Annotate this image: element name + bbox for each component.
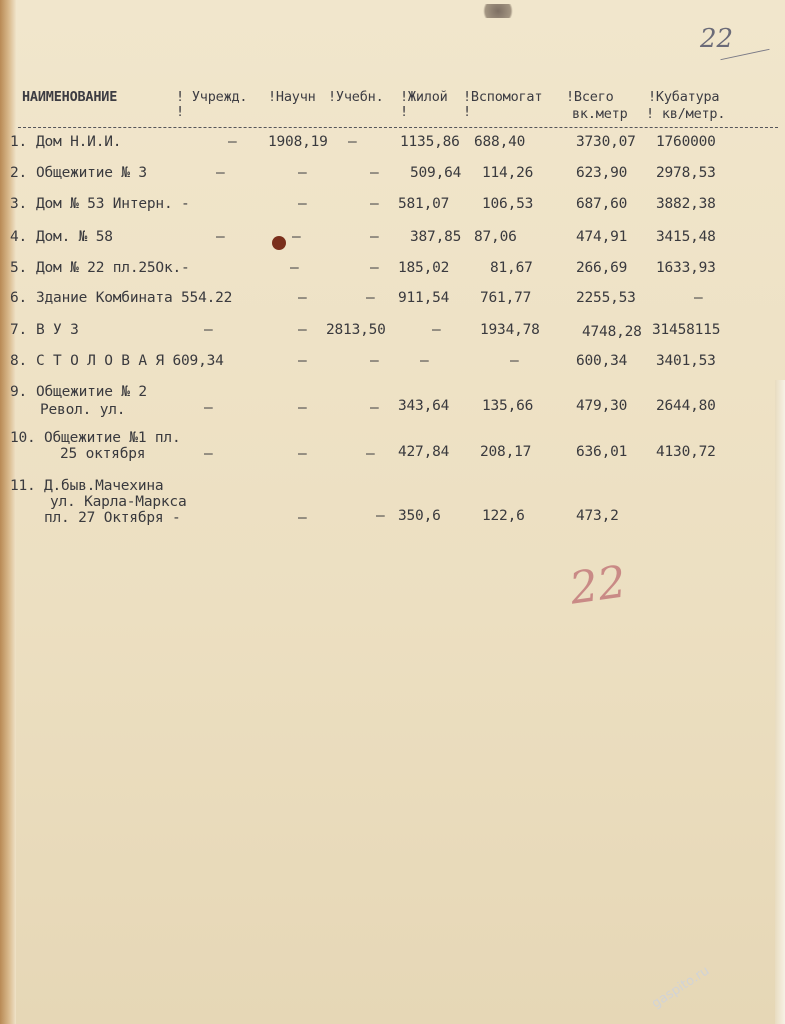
row-4-vsego: 474,91: [576, 229, 628, 245]
right-page-edge: [775, 380, 785, 1024]
row-11-name: Д.быв.Мачехина: [44, 478, 164, 494]
row-7-name: В У З: [36, 322, 79, 338]
row-4-zhiloy: 387,85: [410, 229, 462, 245]
row-9-num: 9.: [10, 384, 28, 400]
row-2-name: Общежитие № 3: [36, 165, 147, 181]
row-2-zhiloy: 509,64: [410, 165, 462, 181]
header-uchrezhd-excl: !: [176, 104, 184, 120]
ink-blot: [272, 236, 286, 250]
row-1-zhiloy: 1135,86: [400, 134, 460, 150]
row-3-num: 3.: [10, 196, 28, 212]
row-9-kub: 2644,80: [656, 398, 716, 414]
header-uchebn: !Учебн.: [328, 89, 384, 105]
row-10-kub: 4130,72: [656, 444, 716, 460]
row-11-num: 11.: [10, 478, 36, 494]
header-zhiloy: !Жилой: [400, 89, 448, 105]
row-5-nauchn: –: [290, 260, 299, 276]
row-1-kub: 1760000: [656, 134, 716, 150]
row-1-vspomogat: 688,40: [474, 134, 526, 150]
row-5-kub: 1633,93: [656, 260, 716, 276]
row-10-nauchn: –: [298, 446, 307, 462]
row-8-name: С Т О Л О В А Я 609,34: [36, 353, 224, 369]
row-9-name: Общежитие № 2: [36, 384, 147, 400]
row-1-vsego: 3730,07: [576, 134, 636, 150]
header-kubatura-unit: ! кв/метр.: [646, 106, 726, 122]
row-8-num: 8.: [10, 353, 28, 369]
header-name: НАИМЕНОВАНИЕ: [22, 89, 118, 105]
row-10-uchebn: –: [366, 446, 375, 462]
page-number-handwritten: 22: [700, 24, 734, 54]
row-7-num: 7.: [10, 322, 28, 338]
row-11-uchebn: –: [376, 508, 385, 524]
row-8-zhiloy: –: [420, 353, 429, 369]
row-11-name-line3: пл. 27 Октября -: [44, 510, 181, 526]
row-9-zhiloy: 343,64: [398, 398, 450, 414]
row-5-uchebn: –: [370, 260, 379, 276]
header-uchrezhd: ! Учрежд.: [176, 89, 248, 105]
row-9-uchebn: –: [370, 400, 379, 416]
handwritten-stamp-number: 22: [566, 556, 630, 615]
row-7-zhiloy: –: [432, 322, 441, 338]
top-ink-mark: [478, 4, 518, 18]
row-1-uchrezhd: –: [228, 134, 237, 150]
row-7-vsego: 4748,28: [582, 324, 642, 340]
row-6-name: Здание Комбината 554.22: [36, 290, 233, 306]
row-10-num: 10.: [10, 430, 36, 446]
row-8-uchebn: –: [370, 353, 379, 369]
row-3-zhiloy: 581,07: [398, 196, 450, 212]
row-3-vspomogat: 106,53: [482, 196, 534, 212]
row-2-kub: 2978,53: [656, 165, 716, 181]
row-7-uchrezhd: –: [204, 322, 213, 338]
row-10-zhiloy: 427,84: [398, 444, 450, 460]
row-2-vspomogat: 114,26: [482, 165, 534, 181]
header-zhiloy-excl: !: [400, 104, 408, 120]
row-6-vsego: 2255,53: [576, 290, 636, 306]
row-6-nauchn: –: [298, 290, 307, 306]
row-2-vsego: 623,90: [576, 165, 628, 181]
watermark: gaspito.ru: [649, 963, 713, 1012]
row-3-uchebn: –: [370, 196, 379, 212]
row-11-vspomogat: 122,6: [482, 508, 525, 524]
row-7-uchebn: 2813,50: [326, 322, 386, 338]
row-3-name: Дом № 53 Интерн. -: [36, 196, 190, 212]
row-4-num: 4.: [10, 229, 28, 245]
header-nauchn: !Научн: [268, 89, 316, 105]
row-5-num: 5.: [10, 260, 28, 276]
row-4-uchrezhd: –: [216, 229, 225, 245]
row-9-vsego: 479,30: [576, 398, 628, 414]
row-11-zhiloy: 350,6: [398, 508, 441, 524]
row-6-num: 6.: [10, 290, 28, 306]
row-10-name: Общежитие №1 пл.: [44, 430, 181, 446]
row-1-num: 1.: [10, 134, 28, 150]
row-6-vspomogat: 761,77: [480, 290, 532, 306]
row-10-uchrezhd: –: [204, 446, 213, 462]
row-3-kub: 3882,38: [656, 196, 716, 212]
header-vspomogat-excl: !: [463, 104, 471, 120]
row-8-nauchn: –: [298, 353, 307, 369]
row-7-vspomogat: 1934,78: [480, 322, 540, 338]
row-9-nauchn: –: [298, 400, 307, 416]
row-11-vsego: 473,2: [576, 508, 619, 524]
row-5-vspomogat: 81,67: [490, 260, 533, 276]
row-2-nauchn: –: [298, 165, 307, 181]
row-8-vspomogat: –: [510, 353, 519, 369]
row-4-kub: 3415,48: [656, 229, 716, 245]
row-6-uchebn: –: [366, 290, 375, 306]
row-4-uchebn: –: [370, 229, 379, 245]
row-8-vsego: 600,34: [576, 353, 628, 369]
row-6-kub: –: [694, 290, 703, 306]
left-page-edge: [0, 0, 16, 1024]
row-1-uchebn: –: [348, 134, 357, 150]
row-9-name-line2: Револ. ул.: [40, 402, 126, 418]
row-3-nauchn: –: [298, 196, 307, 212]
row-5-vsego: 266,69: [576, 260, 628, 276]
row-4-name: Дом. № 58: [36, 229, 113, 245]
row-1-nauchn: 1908,19: [268, 134, 328, 150]
row-3-vsego: 687,60: [576, 196, 628, 212]
row-6-zhiloy: 911,54: [398, 290, 450, 306]
header-vsego: !Всего: [566, 89, 614, 105]
row-5-zhiloy: 185,02: [398, 260, 450, 276]
header-vsego-unit: вк.метр: [572, 106, 628, 122]
header-kubatura: !Кубатура: [648, 89, 720, 105]
row-9-uchrezhd: –: [204, 400, 213, 416]
row-8-kub: 3401,53: [656, 353, 716, 369]
row-9-vspomogat: 135,66: [482, 398, 534, 414]
row-11-name-line2: ул. Карла-Маркса: [50, 494, 187, 510]
row-7-kub: 31458115: [652, 322, 721, 338]
row-2-num: 2.: [10, 165, 28, 181]
row-10-name-line2: 25 октября: [60, 446, 146, 462]
header-rule: [18, 127, 778, 128]
row-7-nauchn: –: [298, 322, 307, 338]
row-2-uchebn: –: [370, 165, 379, 181]
row-5-name: Дом № 22 пл.25Ок.-: [36, 260, 190, 276]
row-11-nauchn: –: [298, 510, 307, 526]
row-4-vspomogat: 87,06: [474, 229, 517, 245]
row-10-vspomogat: 208,17: [480, 444, 532, 460]
row-2-uchrezhd: –: [216, 165, 225, 181]
row-1-name: Дом Н.И.И.: [36, 134, 122, 150]
header-vspomogat: !Вспомогат: [463, 89, 543, 105]
row-10-vsego: 636,01: [576, 444, 628, 460]
row-4-nauchn: –: [292, 229, 301, 245]
